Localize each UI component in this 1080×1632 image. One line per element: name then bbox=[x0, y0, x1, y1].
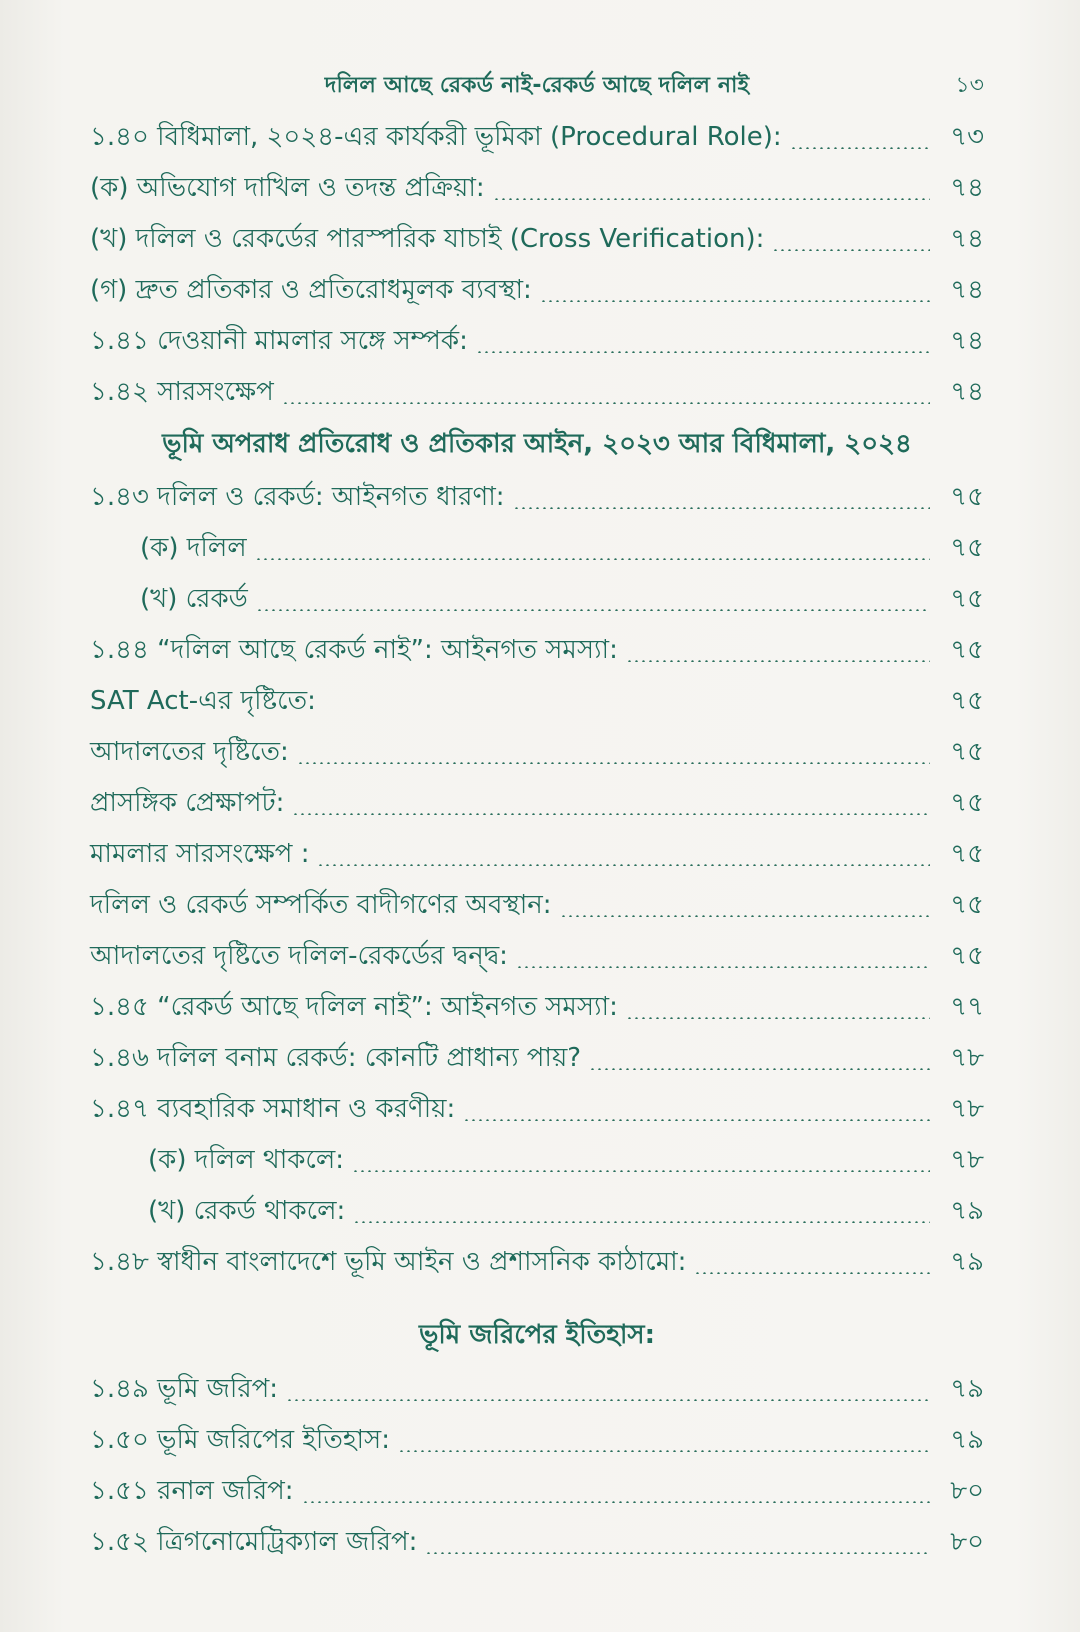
dot-leader bbox=[790, 147, 930, 149]
toc-entry-page: ৭৮ bbox=[950, 1042, 984, 1073]
toc-entry-page: ৭৯ bbox=[950, 1373, 984, 1404]
dot-leader bbox=[286, 1399, 930, 1401]
toc-entry[interactable] bbox=[90, 778, 984, 829]
toc-entry-label: (খ) রেকর্ড থাকলে: bbox=[148, 1195, 346, 1226]
table-of-contents bbox=[90, 112, 984, 1568]
dot-leader bbox=[772, 249, 930, 251]
dot-leader bbox=[513, 507, 930, 509]
dot-leader bbox=[476, 351, 930, 353]
toc-entry-page: ৭৩ bbox=[950, 121, 984, 152]
dot-leader bbox=[324, 711, 930, 713]
toc-entry-label: ১.৪৯ ভূমি জরিপ: bbox=[90, 1373, 279, 1404]
toc-entry[interactable] bbox=[90, 1135, 984, 1186]
toc-entry[interactable] bbox=[90, 931, 984, 982]
running-title: দলিল আছে রেকর্ড নাই-রেকর্ড আছে দলিল নাই bbox=[324, 72, 750, 98]
section-heading: ভূমি অপরাধ প্রতিরোধ ও প্রতিকার আইন, ২০২৩ আর বিধিমালা, ২০২৪ bbox=[162, 429, 912, 459]
toc-entry-page: ৭৫ bbox=[950, 532, 984, 563]
toc-entry-page: ৭৪ bbox=[950, 223, 984, 254]
dot-leader bbox=[694, 1272, 930, 1274]
toc-entry-label: আদালতের দৃষ্টিতে: bbox=[90, 736, 289, 767]
toc-entry-page: ৭৯ bbox=[950, 1424, 984, 1455]
toc-entry-label: ১.৪১ দেওয়ানী মামলার সঙ্গে সম্পর্ক: bbox=[90, 325, 468, 356]
toc-entry-label: (ক) দলিল bbox=[140, 532, 247, 563]
toc-entry-page: ৭৪ bbox=[950, 325, 984, 356]
toc-entry-label: ১.৪২ সারসংক্ষেপ bbox=[90, 376, 274, 407]
toc-entry[interactable] bbox=[90, 1364, 984, 1415]
toc-entry-page: ৭৮ bbox=[950, 1144, 984, 1175]
toc-entry-label: (ক) দলিল থাকলে: bbox=[148, 1144, 344, 1175]
toc-entry[interactable] bbox=[90, 316, 984, 367]
toc-entry-page: ৭৫ bbox=[950, 685, 984, 716]
toc-entry[interactable] bbox=[90, 1415, 984, 1466]
toc-entry-page: ৭৫ bbox=[950, 940, 984, 971]
dot-leader bbox=[255, 558, 930, 560]
toc-entry[interactable] bbox=[90, 367, 984, 418]
toc-entry[interactable] bbox=[90, 265, 984, 316]
toc-entry-label: (খ) রেকর্ড bbox=[140, 583, 248, 614]
toc-entry-label: (ক) অভিযোগ দাখিল ও তদন্ত প্রক্রিয়া: bbox=[90, 172, 485, 203]
page-number: ১৩ bbox=[955, 72, 984, 98]
toc-entry[interactable] bbox=[90, 523, 984, 574]
dot-leader bbox=[589, 1068, 930, 1070]
toc-entry[interactable] bbox=[90, 112, 984, 163]
toc-entry[interactable] bbox=[90, 1186, 984, 1237]
toc-entry[interactable] bbox=[90, 1084, 984, 1135]
dot-leader bbox=[560, 915, 930, 917]
toc-entry-page: ৭৫ bbox=[950, 583, 984, 614]
toc-entry-label: আদালতের দৃষ্টিতে দলিল-রেকর্ডের দ্বন্দ্ব: bbox=[90, 940, 508, 971]
toc-entry-label: ১.৪৪ “দলিল আছে রেকর্ড নাই”: আইনগত সমস্যা: bbox=[90, 634, 618, 665]
toc-entry[interactable] bbox=[90, 1466, 984, 1517]
dot-leader bbox=[292, 813, 930, 815]
toc-entry-page: ৭৪ bbox=[950, 376, 984, 407]
toc-entry-page: ৮০ bbox=[950, 1526, 984, 1557]
dot-leader bbox=[302, 1501, 930, 1503]
toc-entry-page: ৭৯ bbox=[950, 1195, 984, 1226]
toc-entry-page: ৭৪ bbox=[950, 172, 984, 203]
dot-leader bbox=[398, 1450, 930, 1452]
dot-leader bbox=[516, 966, 930, 968]
toc-entry-label: ১.৪০ বিধিমালা, ২০২৪-এর কার্যকরী ভূমিকা (Procedural Role): bbox=[90, 121, 782, 152]
toc-entry-page: ৭৪ bbox=[950, 274, 984, 305]
toc-entry-label: দলিল ও রেকর্ড সম্পর্কিত বাদীগণের অবস্থান: bbox=[90, 889, 552, 920]
dot-leader bbox=[282, 402, 930, 404]
toc-entry-label: ১.৪৭ ব্যবহারিক সমাধান ও করণীয়: bbox=[90, 1093, 456, 1124]
section-heading: ভূমি জরিপের ইতিহাস: bbox=[419, 1320, 655, 1350]
toc-entry-page: ৭৫ bbox=[950, 889, 984, 920]
dot-leader bbox=[425, 1552, 930, 1554]
toc-entry-page: ৭৫ bbox=[950, 787, 984, 818]
toc-entry-page: ৭৫ bbox=[950, 838, 984, 869]
dot-leader bbox=[256, 609, 930, 611]
toc-entry-label: ১.৪৮ স্বাধীন বাংলাদেশে ভূমি আইন ও প্রশাসনিক কাঠামো: bbox=[90, 1246, 687, 1277]
toc-entry-label: প্রাসঙ্গিক প্রেক্ষাপট: bbox=[90, 787, 285, 818]
toc-entry-page: ৮০ bbox=[950, 1475, 984, 1506]
toc-entry[interactable] bbox=[90, 880, 984, 931]
toc-entry-page: ৭৫ bbox=[950, 634, 984, 665]
toc-entry[interactable] bbox=[90, 1237, 984, 1288]
toc-entry-label: (খ) দলিল ও রেকর্ডের পারস্পরিক যাচাই (Cross Verification): bbox=[90, 223, 765, 254]
toc-entry[interactable] bbox=[90, 574, 984, 625]
toc-entry-page: ৭৮ bbox=[950, 1093, 984, 1124]
toc-entry[interactable] bbox=[90, 829, 984, 880]
dot-leader bbox=[626, 1017, 930, 1019]
toc-entry-label: (গ) দ্রুত প্রতিকার ও প্রতিরোধমূলক ব্যবস্থা: bbox=[90, 274, 532, 305]
toc-entry[interactable] bbox=[90, 982, 984, 1033]
toc-entry-page: ৭৯ bbox=[950, 1246, 984, 1277]
toc-entry-label: ১.৪৬ দলিল বনাম রেকর্ড: কোনটি প্রাধান্য পায়? bbox=[90, 1042, 582, 1073]
toc-entry-page: ৭৭ bbox=[950, 991, 984, 1022]
toc-entry-label: ১.৪৫ “রেকর্ড আছে দলিল নাই”: আইনগত সমস্যা: bbox=[90, 991, 618, 1022]
running-header bbox=[90, 66, 984, 106]
toc-entry[interactable] bbox=[90, 163, 984, 214]
dot-leader bbox=[626, 660, 930, 662]
dot-leader bbox=[463, 1119, 930, 1121]
toc-entry-page: ৭৫ bbox=[950, 481, 984, 512]
dot-leader bbox=[297, 762, 930, 764]
toc-entry[interactable] bbox=[90, 214, 984, 265]
toc-entry-label: ১.৫১ রনাল জরিপ: bbox=[90, 1475, 294, 1506]
toc-entry-label: ১.৪৩ দলিল ও রেকর্ড: আইনগত ধারণা: bbox=[90, 481, 505, 512]
toc-entry-page: ৭৫ bbox=[950, 736, 984, 767]
toc-entry[interactable] bbox=[90, 727, 984, 778]
dot-leader bbox=[317, 864, 930, 866]
toc-entry-label: মামলার সারসংক্ষেপ : bbox=[90, 838, 310, 869]
toc-entry[interactable] bbox=[90, 625, 984, 676]
toc-entry-label: ১.৫০ ভূমি জরিপের ইতিহাস: bbox=[90, 1424, 390, 1455]
dot-leader bbox=[540, 300, 930, 302]
dot-leader bbox=[352, 1170, 930, 1172]
toc-entry[interactable] bbox=[90, 472, 984, 523]
toc-entry-label: SAT Act-এর দৃষ্টিতে: bbox=[90, 685, 316, 716]
toc-entry[interactable] bbox=[90, 1517, 984, 1568]
toc-entry-label: ১.৫২ ত্রিগনোমেট্রিক্যাল জরিপ: bbox=[90, 1526, 418, 1557]
toc-entry[interactable] bbox=[90, 1033, 984, 1084]
toc-entry[interactable] bbox=[90, 676, 984, 727]
dot-leader bbox=[493, 198, 930, 200]
dot-leader bbox=[353, 1221, 930, 1223]
